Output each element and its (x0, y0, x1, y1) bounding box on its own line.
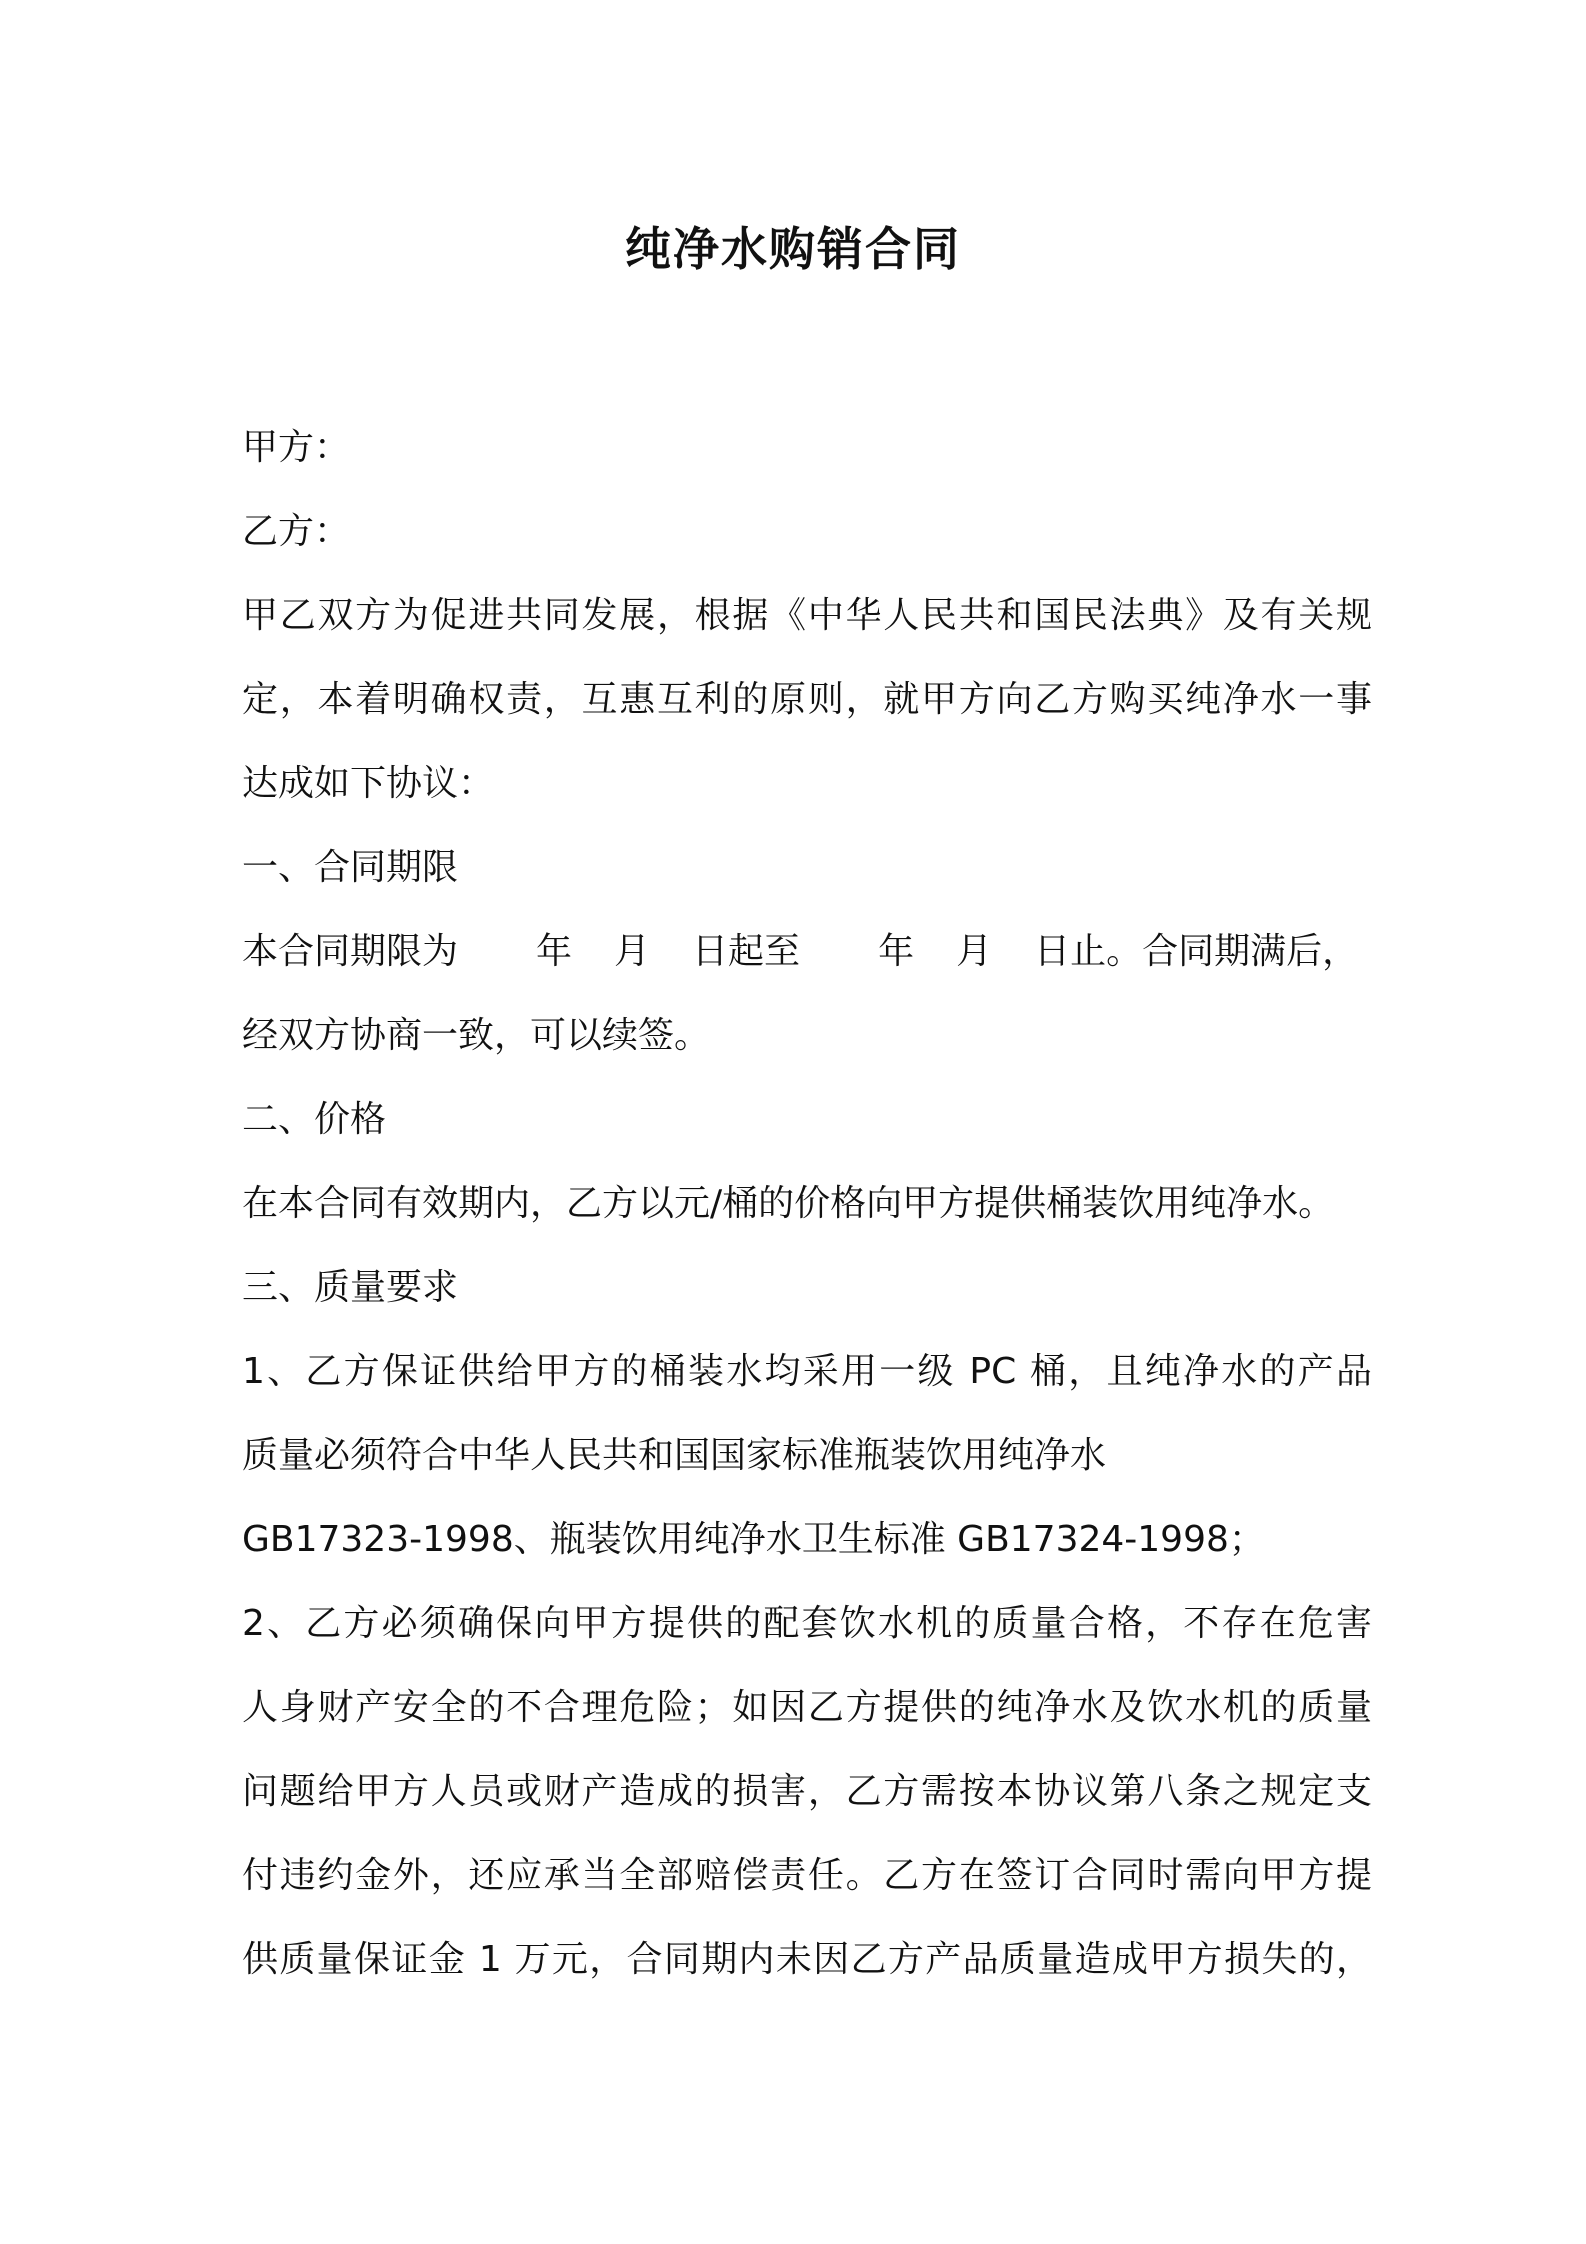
quality-line-7: 付违约金外，还应承当全部赔偿责任。乙方在签订合同时需向甲方提 (242, 1855, 1372, 1896)
quality-line-5: 人身财产安全的不合理危险；如因乙方提供的纯净水及饮水机的质量 (242, 1687, 1372, 1728)
term-end-month: 月 (956, 931, 993, 972)
section-3-heading: 三、质量要求 (242, 1267, 459, 1308)
intro-line-2: 定，本着明确权责，互惠互利的原则，就甲方向乙方购买纯净水一事 (242, 679, 1372, 720)
quality-line-6: 问题给甲方人员或财产造成的损害，乙方需按本协议第八条之规定支 (242, 1771, 1372, 1812)
term-end-day: 日止。合同期满后， (1034, 931, 1359, 972)
quality-line-8: 供质量保证金 1 万元，合同期内未因乙方产品质量造成甲方损失的， (242, 1939, 1372, 1980)
party-a-line: 甲方： (242, 427, 351, 468)
intro-line-1: 甲乙双方为促进共同发展，根据《中华人民共和国民法典》及有关规 (242, 595, 1372, 636)
section-1-heading: 一、合同期限 (242, 847, 459, 888)
intro-line-3: 达成如下协议： (242, 763, 495, 804)
term-start-year: 年 (536, 931, 573, 972)
term-start-day: 日起至 (692, 931, 801, 972)
price-line: 在本合同有效期内，乙方以元/桶的价格向甲方提供桶装饮用纯净水。 (242, 1183, 1335, 1224)
quality-line-4: 2、乙方必须确保向甲方提供的配套饮水机的质量合格，不存在危害 (242, 1603, 1372, 1644)
section-2-heading: 二、价格 (242, 1099, 387, 1140)
term-end-year: 年 (878, 931, 915, 972)
party-b-line: 乙方： (242, 511, 351, 552)
contract-term-line (242, 910, 1372, 994)
document-body (242, 406, 1372, 2002)
quality-line-3: GB17323-1998、瓶装饮用纯净水卫生标准 GB17324-1998； (242, 1519, 1265, 1560)
quality-line-2: 质量必须符合中华人民共和国国家标准瓶装饮用纯净水 (242, 1435, 1107, 1476)
term-start-month: 月 (614, 931, 651, 972)
quality-line-1: 1、乙方保证供给甲方的桶装水均采用一级 PC 桶，且纯净水的产品 (242, 1351, 1372, 1392)
document-title: 纯净水购销合同 (625, 222, 961, 276)
term-prefix: 本合同期限为 (242, 931, 459, 972)
renewal-line: 经双方协商一致，可以续签。 (242, 1015, 711, 1056)
